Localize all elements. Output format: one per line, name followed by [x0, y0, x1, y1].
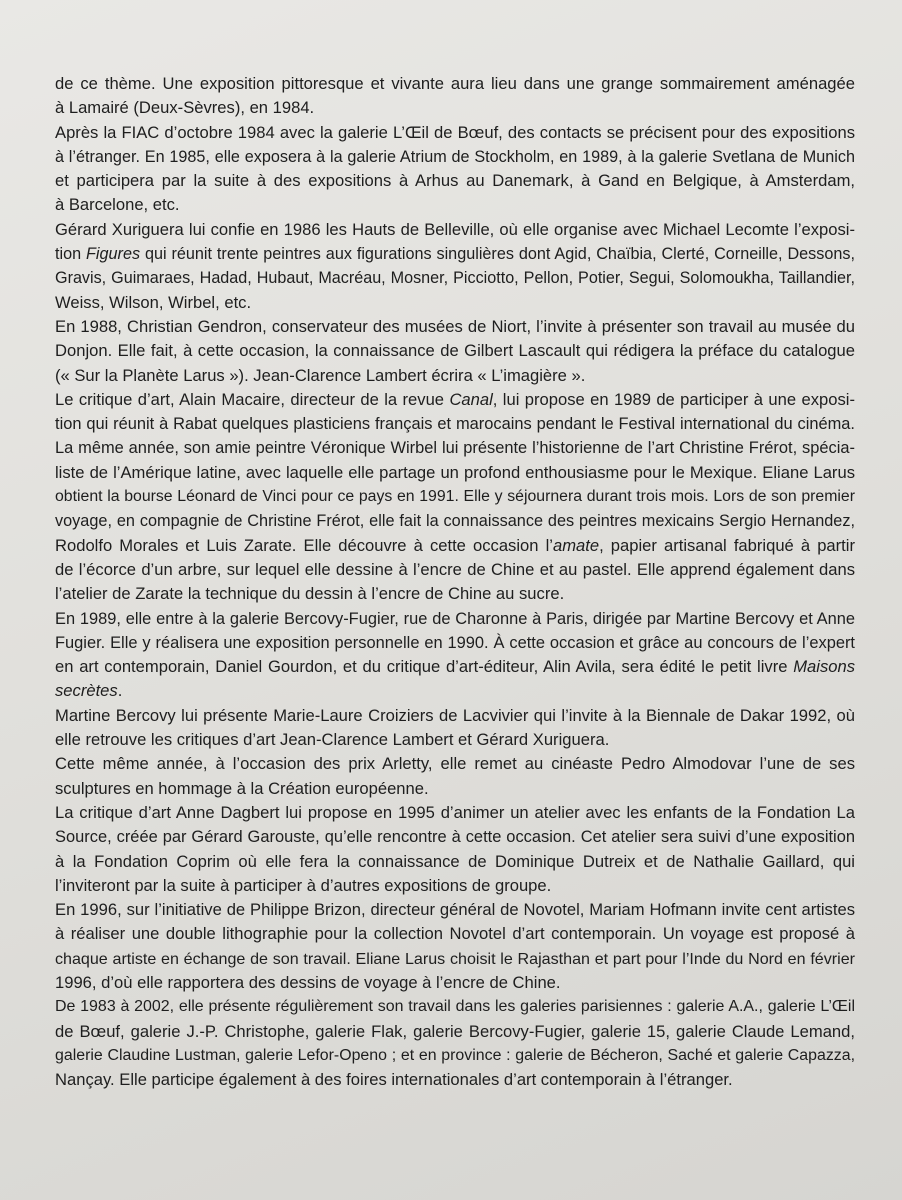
text-line [55, 947, 855, 971]
text-line [55, 339, 855, 363]
text-segment: En 1996, sur l’initiative de Philippe Brizon, directeur général de Novotel, Mariam Hofmann invite cent artistes [55, 900, 855, 920]
text-line [55, 1044, 855, 1068]
text-line [55, 193, 855, 217]
text-segment: à la Fondation Coprim où elle fera la connaissance de Dominique Dutreix et de Nathalie Gaillard, qui [55, 851, 855, 871]
text-segment: Source, créée par Gérard Garouste, qu’elle rencontre à cette occasion. Cet atelier sera suivi d’une exposition [55, 828, 855, 847]
text-segment: De 1983 à 2002, elle présente régulièrement son travail dans les galeries parisiennes : galerie A.A., galerie L’Œil [55, 998, 855, 1016]
text-line [55, 145, 855, 169]
text-segment: voyage, en compagnie de Christine Frérot, elle fait la connaissance des peintres mexicains Sergio Hernandez, [55, 512, 855, 531]
text-line [55, 291, 855, 315]
text-segment: , papier artisanal fabriqué à partir [599, 535, 855, 555]
text-line [55, 777, 855, 801]
italic-text: amate [552, 535, 600, 555]
text-line [55, 266, 855, 290]
text-segment: à l’étranger. En 1985, elle exposera à la galerie Atrium de Stockholm, en 1989, à la galerie Svetlana de Munich [55, 147, 855, 166]
text-line [55, 728, 855, 752]
text-segment: obtient la bourse Léonard de Vinci pour ce pays en 1991. Elle y séjournera durant trois mois. Lors de son premier [55, 488, 855, 506]
text-line [55, 995, 855, 1019]
text-line [55, 485, 855, 509]
text-segment: En 1988, Christian Gendron, conservateur des musées de Niort, l’invite à présenter son travail au musée du [55, 316, 855, 336]
text-line [55, 509, 855, 533]
text-line [55, 898, 855, 922]
text-segment: en art contemporain, Daniel Gourdon, et du critique d’art-éditeur, Alin Avila, sera édité le petit livre [55, 657, 794, 677]
text-line [55, 922, 855, 946]
text-line [55, 534, 855, 558]
text-line [55, 1020, 855, 1044]
text-segment: . [117, 681, 123, 701]
text-segment: Fugier. Elle y réalisera une exposition personnelle en 1990. À cette occasion et grâce au concours de l’expert [55, 633, 855, 652]
text-segment: l’atelier de Zarate la technique du dessin à l’encre de Chine au sucre. [55, 584, 565, 604]
text-segment: l’inviteront par la suite à participer à d’autres expositions de groupe. [55, 875, 552, 895]
text-line [55, 825, 855, 849]
text-line [55, 850, 855, 874]
text-line [55, 631, 855, 655]
text-segment: En 1989, elle entre à la galerie Bercovy-Fugier, rue de Charonne à Paris, dirigée par Martine Bercovy et Anne [55, 609, 855, 628]
text-segment: Weiss, Wilson, Wirbel, etc. [55, 292, 252, 312]
text-line [55, 752, 855, 776]
text-segment: , lui propose en 1989 de participer à une exposi- [492, 389, 855, 409]
text-segment: chaque artiste en échange de son travail. Eliane Larus choisit le Rajasthan et part pour l’Inde du Nord en février [55, 949, 855, 968]
text-segment: qui réunit trente peintres aux figurations singulières dont Agid, Chaïbia, Clerté, Corneille, Dessons, [140, 245, 855, 264]
text-segment: tion [55, 245, 87, 264]
text-line [55, 436, 855, 460]
text-segment: Gérard Xuriguera lui confie en 1986 les Hauts de Belleville, où elle organise avec Michael Lecomte l’exposi- [55, 219, 855, 239]
text-line [55, 388, 855, 412]
text-segment: La même année, son amie peintre Véronique Wirbel lui présente l’historienne de l’art Christine Frérot, spécia- [55, 439, 855, 458]
text-segment: de ce thème. Une exposition pittoresque et vivante aura lieu dans une grange sommairement aménagée [55, 74, 855, 93]
text-segment: Le critique d’art, Alain Macaire, directeur de la revue [55, 389, 450, 409]
text-segment: Cette même année, à l’occasion des prix Arletty, elle remet au cinéaste Pedro Almodovar l’une de ses [55, 754, 855, 774]
text-line [55, 218, 855, 242]
text-line [55, 412, 855, 436]
text-segment: sculptures en hommage à la Création européenne. [55, 778, 429, 798]
text-segment: elle retrouve les critiques d’art Jean-Clarence Lambert et Gérard Xuriguera. [55, 730, 610, 750]
text-line [55, 315, 855, 339]
text-segment: Gravis, Guimaraes, Hadad, Hubaut, Macréau, Mosner, Picciotto, Pellon, Potier, Segui, Solomoukha, Taillandier, [55, 269, 855, 288]
text-line [55, 364, 855, 388]
text-segment: Rodolfo Morales et Luis Zarate. Elle découvre à cette occasion l’ [55, 535, 553, 555]
text-segment: tion qui réunit à Rabat quelques plasticiens français et marocains pendant le Festival international du cinéma. [55, 415, 855, 434]
text-line [55, 704, 855, 728]
text-line [55, 801, 855, 825]
italic-text: Canal [449, 389, 493, 409]
italic-text: Maisons [793, 657, 855, 677]
italic-text: secrètes [55, 681, 118, 701]
text-segment: et participera par la suite à des expositions à Arhus au Danemark, à Gand en Belgique, à Amsterdam, [55, 171, 855, 191]
text-segment: Donjon. Elle fait, à cette occasion, la connaissance de Gilbert Lascault qui rédigera la préface du catalogue [55, 341, 855, 361]
text-segment: Après la FIAC d’octobre 1984 avec la galerie L’Œil de Bœuf, des contacts se précisent pour des expositions [55, 122, 855, 142]
text-segment: galerie Claudine Lustman, galerie Lefor-Openo ; et en province : galerie de Bécheron, Saché et galerie Capazza, [55, 1046, 855, 1064]
text-segment: à Barcelone, etc. [55, 195, 180, 215]
text-segment: Martine Bercovy lui présente Marie-Laure Croiziers de Lacvivier qui l’invite à la Biennale de Dakar 1992, où [55, 705, 855, 725]
text-segment: 1996, d’où elle rapportera des dessins de voyage à l’encre de Chine. [55, 972, 561, 992]
text-line [55, 1068, 855, 1092]
text-line [55, 607, 855, 631]
text-segment: liste de l’Amérique latine, avec laquelle elle partage un profond enthousiasme pour le Mexique. Eliane Larus [55, 462, 855, 482]
text-line [55, 169, 855, 193]
text-line [55, 582, 855, 606]
body-text [55, 72, 855, 1092]
text-line [55, 558, 855, 582]
text-line [55, 72, 855, 96]
italic-text: Figures [86, 245, 141, 264]
text-segment: La critique d’art Anne Dagbert lui propose en 1995 d’animer un atelier avec les enfants de la Fondation La [55, 802, 855, 822]
text-segment: de l’écorce d’un arbre, sur lequel elle dessine à l’encre de Chine et au pastel. Elle apprend également dans [55, 559, 855, 579]
text-line [55, 874, 855, 898]
text-segment: Nançay. Elle participe également à des foires internationales d’art contemporain à l’étranger. [55, 1070, 733, 1090]
text-line [55, 96, 855, 120]
text-line [55, 461, 855, 485]
text-line [55, 655, 855, 679]
text-segment: à Lamairé (Deux-Sèvres), en 1984. [55, 98, 315, 118]
text-segment: à réaliser une double lithographie pour la collection Novotel d’art contemporain. Un voyage est proposé à [55, 924, 855, 944]
text-line [55, 242, 855, 266]
text-segment: de Bœuf, galerie J.-P. Christophe, galerie Flak, galerie Bercovy-Fugier, galerie 15, galerie Claude Lemand, [55, 1021, 855, 1041]
text-line [55, 971, 855, 995]
text-segment: (« Sur la Planète Larus »). Jean-Clarence Lambert écrira « L’imagière ». [55, 365, 586, 385]
text-line [55, 679, 855, 703]
text-line [55, 121, 855, 145]
